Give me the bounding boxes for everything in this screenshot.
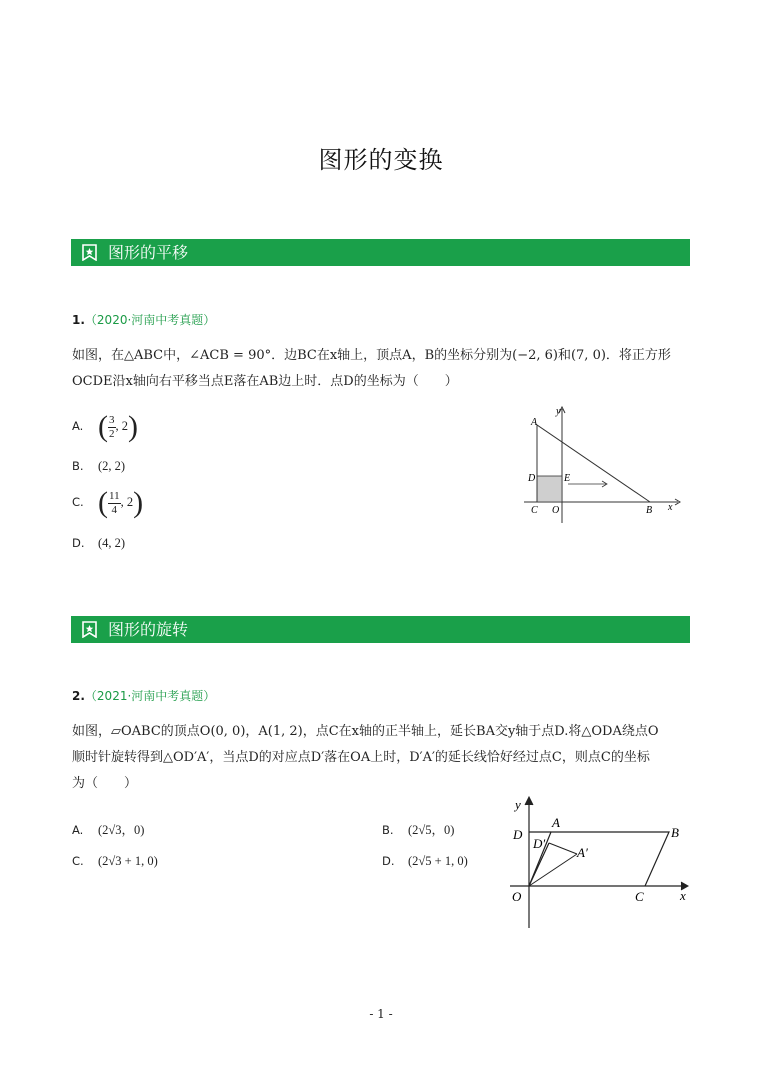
- question-line: 如图，在△ABC中，∠ACB = 90°．边BC在x轴上，顶点A，B的坐标分别为(−2, 6)和(7, 0)．将正方形: [72, 348, 671, 363]
- section-title: 图形的平移: [108, 243, 189, 262]
- question-number: 2.: [72, 689, 85, 703]
- bookmark-star-icon: [81, 621, 98, 638]
- option-b[interactable]: [72, 459, 125, 474]
- section-header-rotation: [71, 616, 690, 643]
- label-a-prime: A′: [577, 845, 588, 860]
- section-header-translation: [71, 239, 690, 266]
- label-a: A: [552, 815, 560, 830]
- option-d[interactable]: [382, 854, 468, 869]
- option-a[interactable]: A. ( $\frac{3}{2}$ , 2): [72, 410, 138, 443]
- triangle-figure: [520, 405, 685, 525]
- label-y: y: [556, 406, 561, 417]
- parallelogram-figure: [505, 793, 695, 933]
- question-number: 1.: [72, 313, 85, 327]
- question-text: [72, 719, 692, 797]
- option-text: (4, 2): [98, 536, 126, 550]
- page-title: 图形的变换: [318, 146, 444, 174]
- option-d[interactable]: [72, 536, 125, 551]
- option-text: (2√5，0): [408, 823, 455, 837]
- label-x: x: [668, 502, 673, 513]
- section-title: 图形的旋转: [108, 620, 189, 639]
- question-line: 顺时针旋转得到△OD′A′，当点D的对应点D′落在OA上时，D′A′的延长线恰好经过点C，则点C的坐标: [72, 750, 650, 765]
- fraction: $\frac{3}{2}$: [109, 413, 115, 440]
- label-a: A: [531, 417, 538, 428]
- option-text: (2√3 + 1, 0): [98, 854, 158, 868]
- option-label: A.: [72, 823, 84, 837]
- label-d: D: [528, 473, 536, 484]
- option-label: A.: [72, 418, 84, 433]
- option-label: D.: [382, 854, 395, 868]
- option-text: (2√3，0): [98, 823, 145, 837]
- label-b: B: [646, 505, 653, 516]
- question-text: [72, 343, 692, 395]
- option-label: C.: [72, 854, 84, 868]
- question-line: 如图，▱OABC的顶点O(0, 0)，A(1, 2)，点C在x轴的正半轴上，延长BA交y轴于点D.将△ODA绕点O: [72, 724, 659, 739]
- label-b: B: [671, 825, 679, 840]
- option-label: B.: [382, 823, 394, 837]
- label-c: C: [635, 889, 644, 904]
- question-header: [72, 687, 215, 704]
- option-label: B.: [72, 459, 84, 473]
- question-line: 为（ ）: [72, 776, 138, 791]
- fraction: $\frac{11}{4}$: [109, 489, 120, 516]
- option-label: D.: [72, 536, 85, 550]
- bookmark-star-icon: [81, 244, 98, 261]
- option-c[interactable]: [72, 854, 158, 869]
- question-source: （2021·河南中考真题）: [84, 689, 216, 703]
- label-y: y: [515, 797, 521, 812]
- option-text: (2, 2): [98, 459, 126, 473]
- question-line: OCDE沿x轴向右平移当点E落在AB边上时．点D的坐标为（ ）: [72, 374, 458, 389]
- label-c: C: [531, 505, 538, 516]
- page-number: - 1 -: [369, 1007, 393, 1021]
- label-d-prime: D′: [533, 836, 546, 851]
- option-a[interactable]: [72, 820, 144, 838]
- question-header: [72, 311, 215, 328]
- option-text: (2√5 + 1, 0): [408, 854, 468, 868]
- question-source: （2020·河南中考真题）: [84, 313, 216, 327]
- option-b[interactable]: [382, 820, 454, 838]
- label-d: D: [513, 827, 523, 842]
- option-c[interactable]: C. ( $\frac{11}{4}$ , 2): [72, 486, 144, 519]
- label-o: O: [512, 889, 522, 904]
- label-o: O: [552, 505, 560, 516]
- label-e: E: [564, 473, 571, 484]
- label-x: x: [680, 888, 686, 903]
- option-label: C.: [72, 494, 84, 509]
